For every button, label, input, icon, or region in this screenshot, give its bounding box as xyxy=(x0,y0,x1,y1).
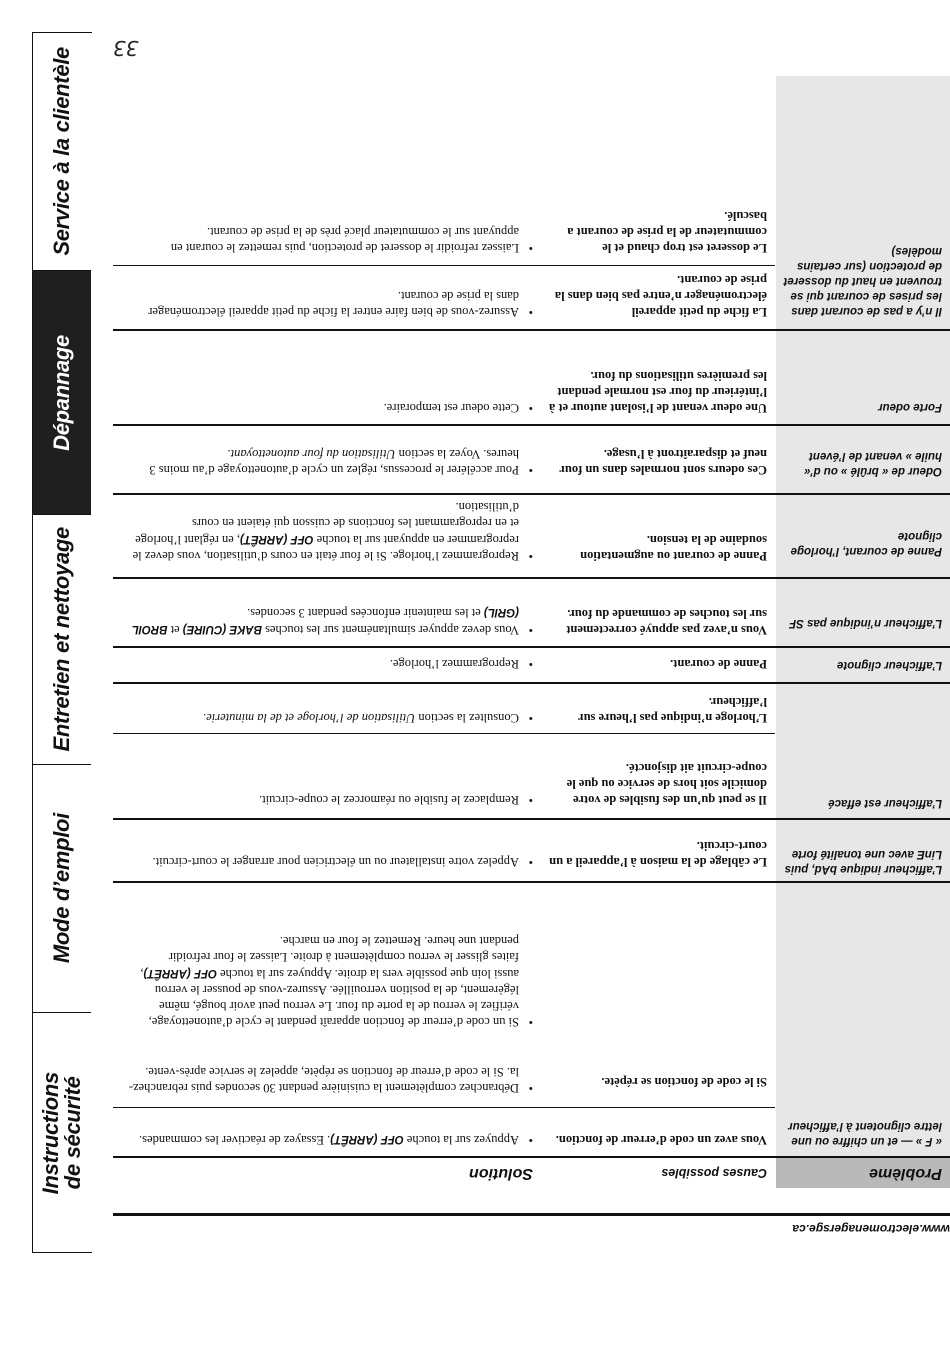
divider xyxy=(113,494,950,496)
website-url[interactable]: www.electromenagersge.ca xyxy=(792,1222,950,1236)
cause-text: Vous avez un code d’erreur de fonction. xyxy=(555,1133,767,1147)
tab-service-clientele[interactable] xyxy=(33,33,91,271)
cause-text: Vous n’avez pas appuyé correctement sur les touches de commande du four. xyxy=(566,607,767,637)
solution-text: • Remplacez le fusible ou réamorcez le coupe-circuit. xyxy=(128,792,533,808)
solution-text: • Pour accélérer le processus, réglez un cycle d’autonettoyage d’au moins 3 heures. Voyez la section Utilisation du four autonettoyant. xyxy=(128,446,533,478)
cause-text: Le câblage de la maison à l’appareil a un court-circuit. xyxy=(549,839,767,869)
cause-text: Panne de courant ou augmentation soudaine de la tension. xyxy=(580,533,767,563)
solution-text: • Consultez la section Utilisation de l’horloge et de la minuterie. xyxy=(128,710,533,726)
divider xyxy=(113,733,775,734)
tab-mode-emploi[interactable] xyxy=(33,765,91,1013)
divider xyxy=(113,265,775,266)
section-tabs xyxy=(32,32,92,1253)
cause-text: Il se peut qu’un des fusibles de votre domicile soit hors de service ou que le coupe-circuit ait disjoncté. xyxy=(566,761,767,807)
solution-text: • Reprogrammez l’horloge. Si le four était en cours d’utilisation, vous devez le reprogrammer en appuyant sur la touche OFF (ARRÊT), en réglant l’horloge et en reprogrammant les fonctions de cuisson qui étaient en cours d’utilisation. xyxy=(128,499,533,564)
divider xyxy=(113,819,950,821)
solution-text: • Reprogrammez l’horloge. xyxy=(128,656,533,672)
cause-text: Si le code de fonction se répète. xyxy=(601,1075,767,1089)
divider xyxy=(113,330,950,332)
divider xyxy=(113,647,950,649)
troubleshooting-page xyxy=(113,36,950,1252)
solution-text: • Débranchez complètement la cuisinière pendant 30 secondes puis rebranchez-la. Si le code d’erreur de fonction se répète, appelez le service après-vente. xyxy=(128,1064,533,1096)
divider xyxy=(113,1156,950,1158)
divider xyxy=(113,578,950,580)
problem-power-outage: Panne de courant, l’horloge clignote xyxy=(790,530,942,557)
cause-text: Ces odeurs sont normales dans un four neuf et disparaîtront à l’usage. xyxy=(559,447,767,477)
divider xyxy=(113,1214,950,1217)
cause-text: Panne de courant. xyxy=(670,657,767,671)
problem-f-code: « F » — et un chiffre ou une lettre clignotent à l’afficheur xyxy=(788,1120,942,1147)
tab-entretien-nettoyage[interactable] xyxy=(33,515,91,765)
tab-label: Service à la clientèle xyxy=(49,47,74,256)
divider xyxy=(113,882,950,884)
divider xyxy=(113,1107,775,1108)
solution-text: • Cette odeur est temporaire. xyxy=(128,400,533,416)
header-causes: Causes possibles xyxy=(661,1166,767,1180)
cause-text: L’horloge n’indique pas l’heure sur l’afficheur. xyxy=(578,695,767,725)
tab-label: Instructions de sécurité xyxy=(38,1072,85,1195)
tab-label: Mode d’emploi xyxy=(49,813,74,964)
tab-label: Entretien et nettoyage xyxy=(49,527,74,752)
tab-depannage[interactable] xyxy=(33,271,91,515)
cause-text: La fiche du petit appareil électroménager n’entre pas bien dans la prise de courant. xyxy=(554,273,767,319)
problem-display-blank: L’afficheur est effacé xyxy=(828,797,942,809)
tab-label: Dépannage xyxy=(49,334,74,451)
solution-text: • Appelez votre installateur ou un électricien pour arranger le court-circuit. xyxy=(128,854,533,870)
solution-text: • Appuyez sur la touche OFF (ARRÊT). Essayez de réactiver les commandes. xyxy=(128,1131,533,1148)
solution-text: • Vous devez appuyer simultanément sur les touches BAKE (CUIRE) et BROIL (GRIL) et les maintenir enfoncées pendant 3 secondes. xyxy=(128,604,533,638)
problem-no-power-outlets: Il n’y a pas de courant dans les prises de courant qui se trouvent en haut du dosseret de protection (sur certains modèles) xyxy=(783,245,942,317)
problem-sf: L’afficheur n’indique pas SF xyxy=(789,617,942,629)
tab-instructions-securite[interactable] xyxy=(33,1013,91,1254)
problem-burning-odor: Odeur de « brûlé » ou d’« huile » venant de l’évent xyxy=(803,450,942,477)
divider xyxy=(113,683,950,685)
cause-text: Une odeur venant de l’isolant autour et à l’intérieur du four est normale pendant les premières utilisations du four. xyxy=(549,369,767,415)
header-solution: Solution xyxy=(469,1165,533,1182)
problem-bad-line: L’afficheur indique bAd, puis LinE avec une tonalité forte xyxy=(784,848,942,875)
header-problem: Problème xyxy=(776,1158,950,1188)
solution-text: • Assurez-vous de bien faire entrer la fiche du petit appareil électroménager dans la prise de courant. xyxy=(128,288,533,320)
divider xyxy=(113,425,950,427)
page-number: 33 xyxy=(113,36,139,60)
problem-strong-odor: Forte odeur xyxy=(878,401,942,413)
cause-text: Le dosseret est trop chaud et le commutateur de la prise de courant a basculé. xyxy=(567,209,767,255)
solution-text: • Laissez refroidir le dosseret de protection, puis remettez le courant en appuyant sur le commutateur placé près de la prise de courant. xyxy=(128,224,533,256)
problem-display-flashes: L’afficheur clignote xyxy=(836,659,942,671)
solution-text: • Si un code d’erreur de fonction apparaît pendant le cycle d’autonettoyage, vérifiez le verrou de la porte du four. Le verrou peut avoir bougé, même légèrement, de la position verrouillée. Assurez-vous de pousser le verrou aussi loin que possible vers la droite. Appuyez sur la touche OFF (ARRÊT), faites glisser le verrou complètement à droite. Laissez le four refroidir pendant une heure. Remettez le four en marche. xyxy=(128,933,533,1030)
